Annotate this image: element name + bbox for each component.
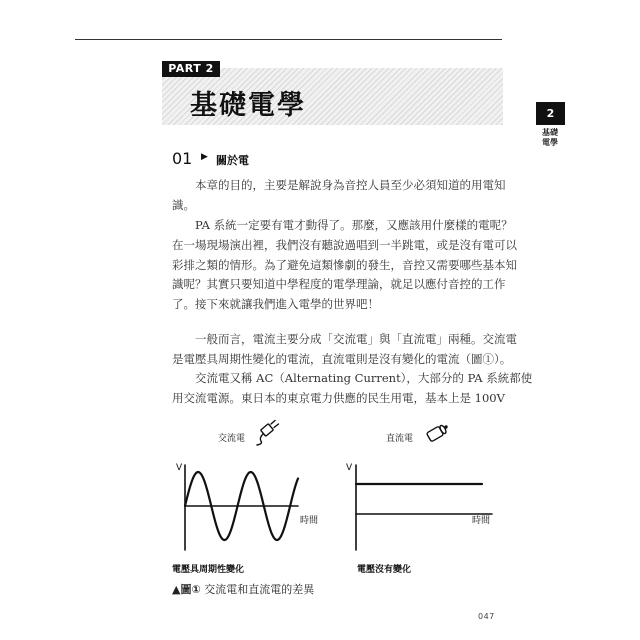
body-line: 彩排之類的情形。為了避免這類慘劇的發生，音控又需要哪些基本知 bbox=[172, 258, 517, 272]
body-line: 交流電又稱 AC（Alternating Current），大部分的 PA 系統都使 bbox=[195, 371, 533, 385]
body-line: 一般而言，電流主要分成「交流電」與「直流電」兩種。交流電 bbox=[195, 332, 517, 346]
body-line: 識呢？其實只要知道中學程度的電學理論，就足以應付音控的工作 bbox=[172, 277, 506, 291]
figure-caption bbox=[172, 581, 314, 597]
dc-waveform-graph bbox=[340, 460, 500, 560]
body-line: PA 系統一定要有電才動得了。那麼，又應該用什麼樣的電呢？ bbox=[195, 218, 513, 232]
side-tab-label: 基礎電學 bbox=[542, 128, 558, 147]
part-label: PART 2 bbox=[162, 61, 220, 77]
body-line: 是電壓具周期性變化的電流，直流電則是沒有變化的電流（圖①）。 bbox=[172, 352, 512, 366]
figure-caption-text: 交流電和直流電的差異 bbox=[204, 583, 315, 596]
side-tab-number: 2 bbox=[536, 102, 565, 125]
chapter-title: 基礎電學 bbox=[190, 90, 306, 121]
ac-label: 交流電 bbox=[218, 434, 246, 444]
dc-axis-y: V bbox=[346, 463, 353, 473]
ac-waveform-graph bbox=[170, 460, 320, 560]
section-title: 關於電 bbox=[216, 154, 249, 167]
body-line: 本章的目的，主要是解說身為音控人員至少必須知道的用電知 bbox=[195, 178, 506, 192]
body-line: 用交流電源。東日本的東京電力供應的民生用電，基本上是 100V bbox=[172, 391, 505, 405]
body-line: 了。接下來就讓我們進入電學的世界吧！ bbox=[172, 297, 379, 311]
ac-axis-x: 時間 bbox=[300, 516, 319, 526]
section-arrow-icon: ▶ bbox=[201, 152, 208, 162]
dc-axis-x: 時間 bbox=[472, 516, 491, 526]
body-line: 在一場現場演出裡，我們沒有聽說過唱到一半跳電，或是沒有電可以 bbox=[172, 238, 517, 252]
plug-icon bbox=[254, 420, 282, 446]
battery-icon bbox=[425, 422, 451, 446]
body-line: 識。 bbox=[172, 198, 195, 212]
figure-caption-lead: ▲圖① bbox=[172, 583, 201, 596]
dc-label: 直流電 bbox=[386, 434, 414, 444]
ac-caption: 電壓具周期性變化 bbox=[172, 565, 245, 575]
ac-axis-y: V bbox=[176, 463, 183, 473]
top-rule bbox=[75, 39, 502, 40]
section-number: 01 bbox=[172, 149, 193, 168]
dc-caption: 電壓沒有變化 bbox=[357, 565, 412, 575]
page-number: 047 bbox=[478, 612, 495, 621]
